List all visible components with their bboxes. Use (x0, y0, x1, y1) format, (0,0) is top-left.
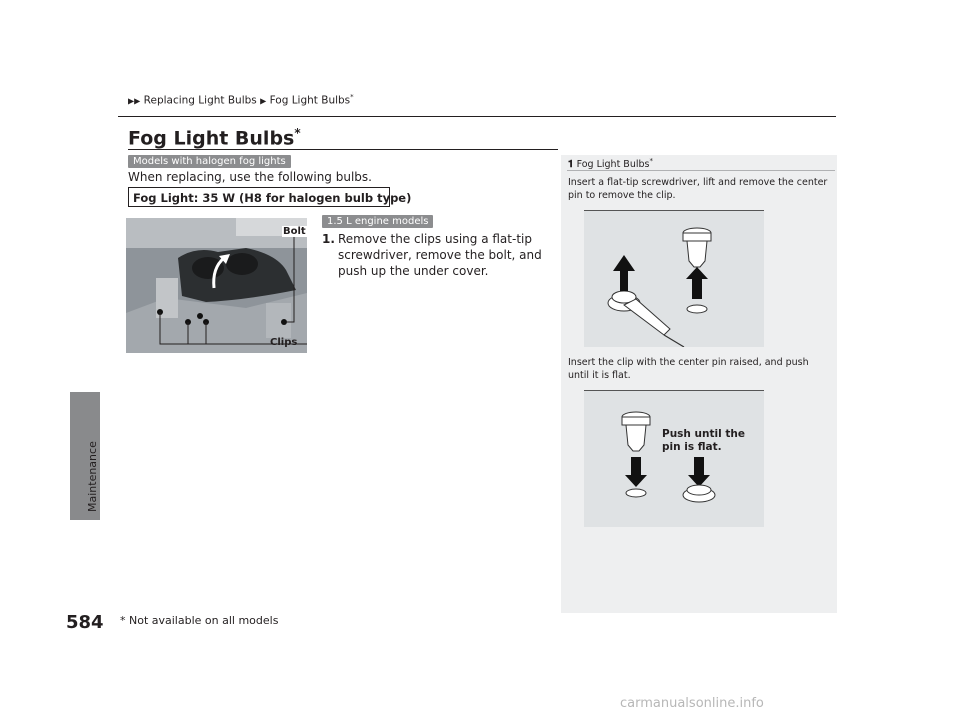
title-asterisk: * (294, 126, 301, 140)
breadcrumb-arrow-icon: ▶ (260, 96, 267, 106)
note-icon: 𝟏 (568, 159, 574, 171)
header-rule (118, 116, 836, 117)
figure-label-push: Push until the pin is flat. (662, 428, 745, 453)
intro-text: When replacing, use the following bulbs. (128, 170, 372, 184)
breadcrumb-asterisk: * (350, 93, 354, 101)
breadcrumb (128, 93, 354, 107)
under-cover-photo (126, 218, 307, 353)
breadcrumb-item[interactable]: Fog Light Bulbs (269, 94, 351, 107)
section-tab-label: Maintenance (86, 441, 99, 512)
bulb-spec-box: Fog Light: 35 W (H8 for halogen bulb type) (128, 187, 390, 207)
title-rule (128, 149, 558, 150)
step-number: 1. (322, 232, 335, 246)
page-number: 584 (66, 612, 104, 633)
note-heading: 𝟏 Fog Light Bulbs* (568, 157, 653, 171)
clips-label: Clips (270, 337, 298, 348)
engine-tag: 1.5 L engine models (322, 215, 433, 228)
footnote: * Not available on all models (120, 614, 279, 627)
bolt-label: Bolt (283, 226, 306, 237)
page-title: Fog Light Bulbs* (128, 126, 301, 150)
note-text-remove: Insert a flat-tip screwdriver, lift and remove the center pin to remove the clip. (568, 177, 828, 201)
note-text-insert: Insert the clip with the center pin raised, and push until it is flat. (568, 357, 809, 381)
watermark: carmanualsonline.info (620, 696, 764, 711)
clip-removal-figure (584, 210, 764, 347)
step-1 (322, 231, 562, 279)
clip-insert-illustration (584, 391, 764, 527)
clip-insert-figure (584, 390, 764, 527)
under-cover-illustration (126, 218, 307, 353)
models-tag: Models with halogen fog lights (128, 155, 291, 168)
clip-removal-illustration (584, 211, 764, 347)
note-rule (567, 170, 835, 171)
breadcrumb-item[interactable]: Replacing Light Bulbs (143, 94, 257, 107)
step-text: Remove the clips using a flat-tip screwdriver, remove the bolt, and push up the under cover. (338, 232, 542, 278)
breadcrumb-arrow-icon: ▶▶ (128, 96, 141, 106)
